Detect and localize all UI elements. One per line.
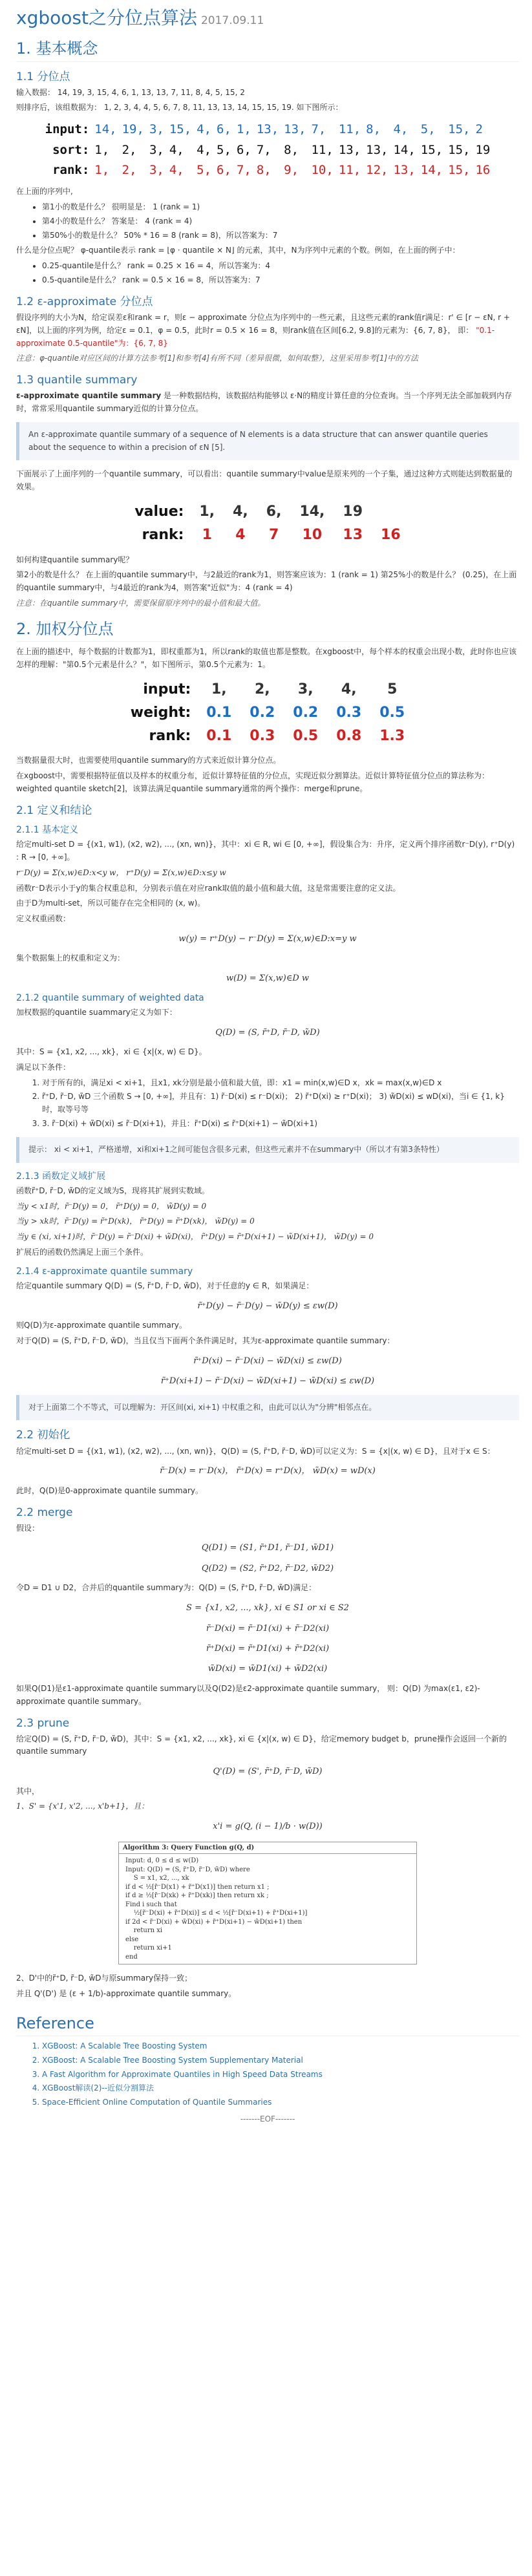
- summary-desc: 是一种数据结构，该数据结构能够以 ε·N的精度计算任意的分位查询。当一个序列无法全部加载到内存时，常常采用quantile summary近似的计算分位点。: [16, 391, 513, 414]
- reference-link[interactable]: 3. A Fast Algorithm for Approximate Quantiles in High Speed Data Streams: [42, 2069, 519, 2081]
- cell: 15,: [448, 162, 471, 177]
- cell: 2,: [122, 142, 137, 157]
- cell: 1,: [236, 122, 251, 137]
- eof-marker: -------EOF-------: [240, 2114, 295, 2124]
- algorithm-line: if d < ½[r̃⁻D(x1) + r̃⁺D(x1)] then return x1 ;: [125, 1883, 270, 1891]
- section-merge-heading: 2.2 merge: [16, 1506, 73, 1519]
- init-conclusion: 此时，Q(D)是0-approximate quantile summary。: [16, 1485, 204, 1495]
- cell: 4,: [197, 142, 212, 157]
- algorithm-line: Find i such that: [125, 1900, 177, 1908]
- weighted-intro: 在上面的描述中，每个数据的计数都为1，即权重都为1，所以rank的取值也都是整数。在xgboost中，每个样本的权重会出现小数，此时你也应该怎样的理解："第0.5个元素是什么？"，如下图所示，第0.5个元素为：1。: [16, 647, 517, 669]
- multiset-note: 由于D为multi-set，所以可能存在完全相同的 (x, w)。: [16, 899, 206, 908]
- conditions-intro: 满足以下条件：: [16, 1062, 71, 1072]
- summary-quote: An ε-approximate quantile summary of a sequence of N elements is a data structure that can answer quantile queries about the sequence to within a precision of εN [5].: [16, 422, 519, 461]
- cell: 13,: [338, 142, 361, 157]
- cell: 8,: [256, 162, 271, 177]
- section-2-1-1-heading: 2.1.1 基本定义: [16, 824, 79, 835]
- rank-row: [125, 524, 409, 547]
- cell: 11,: [338, 162, 361, 177]
- cell: 14,: [299, 504, 325, 520]
- algorithm-title: Algorithm 3: Query Function g(Q, d): [119, 1842, 416, 1855]
- row-label: value:: [134, 504, 184, 520]
- equation-merge-set: S = {x1, x2, ..., xk}, xi ∈ S1 or xi ∈ S2: [186, 1603, 349, 1613]
- cell: 2,: [254, 681, 270, 697]
- equation-iff-2: r̃⁺D(xi+1) − r̃⁻D(xi) − w̃D(xi+1) − w̃D(xi) ≤ εw(D): [160, 1376, 375, 1387]
- algorithm-line: S = x1, x2, ..., xk: [125, 1875, 189, 1882]
- cell: 2,: [122, 162, 137, 177]
- multiset-definition: 给定multi-set D = {(x1, w1), (x2, w2), ..., (xn, wn)}，其中：xi ∈ R, wi ∈ [0, +∞]，假设集合为：升序，定义两个排序函数r⁻D(y), r⁺D(y) : R → [0, +∞]。: [16, 840, 515, 862]
- section-1-1-heading: 1.1 分位点: [16, 70, 70, 83]
- section-1-heading: 1. 基本概念: [16, 39, 519, 61]
- reference-heading: Reference: [16, 2014, 519, 2036]
- cell: 10: [302, 527, 323, 544]
- rank-functions: r⁻D(y) = Σ(x,w)∈D:x<y w， r⁺D(y) = Σ(x,w)∈D:x≤y w: [16, 868, 226, 877]
- sort-row: [43, 140, 493, 160]
- summary-example-intro: 下面展示了上面序列的一个quantile summary，可以看出：quantile summary中value是原来列的一个子集，通过这种方式则能达到数据量的效果。: [16, 469, 513, 492]
- equation-prune-q: Q'(D) = (S', r̃⁺D, r̃⁻D, w̃D): [213, 1767, 323, 1777]
- sorted-data-text: 则排序后，该组数据为： 1, 2, 3, 4, 4, 5, 6, 7, 8, 11, 13, 13, 14, 15, 15, 19. 如下图所示：: [16, 103, 343, 112]
- cell: 3,: [149, 142, 164, 157]
- list-item: • 第50%小的数是什么？ 50% * 16 = 8 (rank = 8)，所以答案为：7: [42, 229, 519, 242]
- cell: 4,: [169, 162, 184, 177]
- build-summary-question: 如何构建quantile summary呢？: [16, 555, 134, 564]
- summary-term: ε-approximate quantile summary: [16, 391, 162, 401]
- quantile-examples-list: [16, 201, 519, 242]
- equation-q-d1: Q(D1) = (S1, r̃⁺D1, r̃⁻D1, w̃D1): [201, 1543, 334, 1553]
- rank-row: [43, 160, 493, 180]
- cell: 15,: [420, 142, 443, 157]
- value-rank-figure: [125, 500, 409, 548]
- algorithm-line: return xi: [125, 1927, 163, 1935]
- summary-set-def: 其中：S = {x1, x2, ..., xk}，xi ∈ {x|(x, w) ∈ D}。: [16, 1047, 207, 1057]
- section-2-1-2-heading: 2.1.2 quantile summary of weighted data: [16, 992, 204, 1003]
- strict-increase-tip: 提示： xi < xi+1，严格递增，xi和xi+1之间可能包含很多元素，但这些元素并不在summary中（所以才有第3条特性）: [16, 1137, 519, 1163]
- list-item: • 0.5-quantile是什么？ rank = 0.5 × 16 = 8，所以答案为：7: [42, 274, 519, 287]
- algorithm-line: end: [125, 1953, 138, 1961]
- eps-approx-definition: [16, 312, 519, 350]
- cell: 19,: [122, 122, 144, 137]
- input-data-text: 输入数据： 14, 19, 3, 15, 4, 6, 1, 13, 13, 7, 11, 8, 4, 5, 15, 2: [16, 87, 245, 97]
- eps-approx-text: 假设序列的大小为N，给定误差ε和rank = r，则ε − approximate 分位点为序列中的一些元素，且这些元素的rank值r满足：r' ∈ [r − εN, r + εN]，以上面的序列为例，给定ε = 0.1，φ = 0.5，此时r = 0.5 × 16 = 8，则rank值在区间[6.2, 9.8]的元素为：{6, 7, 8}， 即：: [16, 312, 510, 335]
- row-label: rank:: [52, 162, 90, 177]
- merge-definition: 令D = D1 ∪ D2，合并后的quantile summary为：Q(D) = (S, r̃⁺D, r̃⁻D, w̃D)满足：: [16, 1583, 317, 1593]
- section-2-1-4-heading: 2.1.4 ε-approximate quantile summary: [16, 1266, 193, 1277]
- cell: 10,: [311, 162, 334, 177]
- cell: 1,: [211, 681, 227, 697]
- cell: 15,: [169, 122, 192, 137]
- algorithm-line: if d ≥ ½[r̃⁻D(xk) + r̃⁺D(xk)] then return xk ;: [125, 1892, 269, 1900]
- cell: 0.5: [379, 704, 405, 721]
- equation-merge-rplus: r̃⁺D(xi) = r̃⁺D1(xi) + r̃⁺D2(xi): [206, 1644, 330, 1654]
- row-label: rank:: [149, 728, 191, 745]
- row-label: input:: [143, 681, 191, 697]
- section-2-heading: 2. 加权分位点: [16, 619, 519, 642]
- cell: 5: [387, 681, 398, 697]
- prune-conclusion: 并且 Q'(D') 是 (ε + 1/b)-approximate quantile summary。: [16, 1988, 237, 1998]
- prune-definition: 给定Q(D) = (S, r̃⁺D, r̃⁻D, w̃D)，其中：S = {x1, x2, ..., xk}, xi ∈ {x|(x, w) ∈ D}，给定memory budget b，prune操作会返回一个新的quantile summary: [16, 1734, 507, 1756]
- cell: 1,: [94, 142, 110, 157]
- cell: 3,: [149, 122, 164, 137]
- section-2-2-heading: 2.2 初始化: [16, 1429, 70, 1442]
- weight-row: [122, 701, 414, 725]
- section-1-3-heading: 1.3 quantile summary: [16, 374, 138, 387]
- value-row: [125, 500, 409, 524]
- domain-ext-note: 扩展后的函数仍然满足上面三个条件。: [16, 1247, 149, 1257]
- cell: 7,: [236, 162, 251, 177]
- equation-weight-sum: w(D) = Σ(x,w)∈D w: [226, 974, 310, 984]
- domain-ext-case-1: 当y < x1时，r̃⁻D(y) = 0， r̃⁺D(y) = 0， w̃D(y) = 0: [16, 1201, 207, 1211]
- cell: 0.1: [206, 728, 232, 745]
- eps-approx-note: 注意：φ-quantile对应区间的计算方法参考[1]和参考[4]有所不同（差异很微，如何取整），这里采用参考[1]中的方法: [16, 354, 419, 363]
- reference-link[interactable]: 1. XGBoost: A Scalable Tree Boosting System: [42, 2040, 519, 2053]
- rank-function-note: 函数r⁻D表示小于y的集合权重总和，分别表示值在对应rank取值的最小值和最大值，这是常需要注意的定义法。: [16, 883, 401, 893]
- list-item: 2. r̃⁺D, r̃⁻D, w̃D 三个函数 S → [0, +∞]，并且有：1) r̃⁻D(xi) ≤ r⁻D(xi)； 2) r̃⁺D(xi) ≥ r⁺D(xi)； 3) w̃D(xi) ≤ wD(xi)，当i ∈ {1, k}时，取等号等: [42, 1091, 519, 1116]
- input-row: [43, 120, 493, 140]
- row-label: rank:: [142, 527, 184, 544]
- row-label: weight:: [130, 704, 191, 721]
- cell: 11,: [338, 122, 361, 137]
- summary-minmax-note: 注意：在quantile summary中，需要保留原序列中的最小值和最大值。: [16, 599, 266, 608]
- domain-ext-case-3: 当y ∈ (xi, xi+1)时，r̃⁻D(y) = r̃⁻D(xi) + w̃D(xi)， r̃⁺D(y) = r̃⁺D(xi+1) − w̃D(xi+1)， w̃D(y) = 0: [16, 1232, 374, 1242]
- list-item: 3. 3. r̃⁻D(xi) + w̃D(xi) ≤ r̃⁻D(xi+1)，并且：r̃⁺D(xi) ≤ r̃⁺D(xi+1) − w̃D(xi+1): [42, 1118, 519, 1131]
- cell: 15,: [448, 142, 471, 157]
- page-title: [16, 6, 519, 30]
- cell: 3,: [297, 681, 314, 697]
- equation-merge-w: w̃D(xi) = w̃D1(xi) + w̃D2(xi): [207, 1664, 328, 1674]
- sort-rank-figure: [43, 120, 493, 180]
- cell: 14,: [94, 122, 117, 137]
- cell: 1.3: [379, 728, 405, 745]
- input-row: [122, 678, 414, 701]
- cell: 12,: [366, 162, 388, 177]
- reference-link[interactable]: 4. XGBoost解读(2)--近似分割算法: [42, 2082, 519, 2095]
- cell: 13,: [284, 122, 306, 137]
- cell: 19: [475, 142, 491, 157]
- section-prune-heading: 2.3 prune: [16, 1716, 70, 1730]
- algorithm-line: return xi+1: [125, 1944, 172, 1952]
- phi-quantile-list: [16, 260, 519, 287]
- reference-list: [16, 2040, 519, 2109]
- cell: 6,: [236, 142, 251, 157]
- list-item: • 第1小的数是什么？ 很明显是： 1 (rank = 1): [42, 201, 519, 214]
- cell: 6,: [217, 122, 231, 137]
- cell: 8,: [366, 122, 381, 137]
- cell: 3,: [149, 162, 164, 177]
- equation-q-d2: Q(D2) = (S2, r̃⁺D2, r̃⁻D2, w̃D2): [201, 1563, 334, 1573]
- conditions-list: [16, 1077, 519, 1131]
- eps-summary-intro: 给定quantile summary Q(D) = (S, r̃⁺D, r̃⁻D, w̃D)，对于任意的y ∈ R，如果满足：: [16, 1281, 314, 1290]
- prune-where: 其中，: [16, 1786, 40, 1796]
- cell: 16: [381, 527, 401, 544]
- reference-link[interactable]: 5. Space-Efficient Online Computation of Quantile Summaries: [42, 2096, 519, 2109]
- merge-assume: 假设：: [16, 1523, 40, 1533]
- reference-section: [16, 2014, 519, 2126]
- weighted-p3: 在xgboost中，需要根据特征值以及样本的权重分布，近似计算特征值的分位点，实现近似分割算法。近似计算特征值分位点的算法称为：weighted quantile sketch[2]，该算法满足quantile summary通常的两个操作：merge和prune。: [16, 771, 489, 794]
- cell: 1,: [94, 162, 110, 177]
- row-label: input:: [45, 122, 90, 137]
- eps-summary-conclusion: 则Q(D)为ε-approximate quantile summary。: [16, 1321, 187, 1330]
- weighted-figure: [122, 678, 414, 749]
- equation-eps-condition: r̃⁺D(y) − r̃⁻D(y) − w̃D(y) ≤ εw(D): [197, 1301, 338, 1311]
- cell: 14,: [393, 142, 416, 157]
- cell: 19: [343, 504, 363, 520]
- eps-approx-result: "0.1-approximate 0.5-quantile"为：{6, 7, 8}: [16, 325, 495, 348]
- second-inequality-tip: 对于上面第二个不等式，可以理解为：开区间(xi, xi+1) 中权重之和，由此可以认为"分辨"相邻点在。: [16, 1395, 519, 1421]
- section-1-2-heading: 1.2 ε-approximate 分位点: [16, 295, 153, 308]
- prune-step-1: 1、S' = {x'1, x'2, ..., x'b+1}，且：: [16, 1802, 149, 1811]
- cell: 0.2: [293, 704, 319, 721]
- cell: 6,: [266, 504, 282, 520]
- cell: 13,: [393, 162, 416, 177]
- cell: 5,: [217, 142, 231, 157]
- post-date: 2017.09.11: [200, 14, 264, 27]
- cell: 4,: [233, 504, 248, 520]
- cell: 0.1: [206, 704, 232, 721]
- algorithm-line: Input: Q(D) = (S, r̃⁺D, r̃⁻D, w̃D) where: [125, 1866, 250, 1873]
- algorithm-box: [118, 1842, 417, 1965]
- weighted-p2: 当数据量很大时，也需要使用quantile summary的方式来近似计算分位点。: [16, 756, 281, 765]
- cell: 13,: [366, 142, 388, 157]
- section-2-1-heading: 2.1 定义和结论: [16, 804, 92, 817]
- rank-row: [122, 725, 414, 748]
- init-definition: 给定multi-set D = {(x1, w1), (x2, w2), ..., (xn, wn)}，Q(D) = (S, r̃⁺D, r̃⁻D, w̃D)可以定义为：S = {x|(x, w) ∈ D}，且对于x ∈ S：: [16, 1446, 495, 1456]
- cell: 4,: [197, 122, 212, 137]
- cell: 1: [202, 527, 212, 544]
- equation-weight-function: w(y) = r⁺D(y) − r⁻D(y) = Σ(x,w)∈D:x=y w: [178, 933, 357, 944]
- quantile-definition: 什么是分位点呢？ φ-quantile表示 rank = ⌊φ · quantile × N⌋ 的元素，其中，N为序列中元素的个数。例如，在上面的例子中：: [16, 246, 460, 255]
- algorithm-line: ½[r̃⁻D(xi) + r̃⁺D(xi)] ≤ d < ½[r̃⁻D(xi+1) + r̃⁺D(xi+1)]: [125, 1910, 308, 1917]
- cell: 4: [235, 527, 246, 544]
- domain-ext-case-2: 当y > xk时，r̃⁻D(y) = r̃⁺D(xk)， r̃⁺D(y) = r̃⁺D(xk)， w̃D(y) = 0: [16, 1217, 255, 1226]
- equation-prune-query: x'i = g(Q, (i − 1)/b · w(D)): [213, 1822, 323, 1832]
- algorithm-line: Input: d, 0 ≤ d ≤ w(D): [125, 1857, 199, 1865]
- reference-link[interactable]: 2. XGBoost: A Scalable Tree Boosting System Supplementary Material: [42, 2054, 519, 2067]
- cell: 5,: [197, 162, 212, 177]
- cell: 13: [343, 527, 363, 544]
- cell: 0.5: [293, 728, 319, 745]
- algorithm-line: if 2d < r̃⁻D(xi) + w̃D(xi) + r̃⁺D(xi+1) − w̃D(xi+1) then: [125, 1918, 303, 1926]
- summary-query-example: 第2小的数是什么？ 在上面的quantile summary中，与2最近的rank为1，则答案应该为：1 (rank = 1) 第25%小的数是什么？ (0.25)，在上面的quantile summary中，与4最近的rank为4，则答案"近似"为：4 (rank = 4): [16, 570, 517, 593]
- list-item: • 0.25-quantile是什么？ rank = 0.25 × 16 = 4，所以答案为：4: [42, 260, 519, 273]
- cell: 5,: [420, 122, 436, 137]
- weight-sum-intro: 集个数据集上的权重和定义为：: [16, 953, 125, 963]
- cell: 9,: [284, 162, 299, 177]
- algorithm-line: else: [125, 1935, 139, 1943]
- cell: 1,: [199, 504, 215, 520]
- weight-function-intro: 定义权重函数：: [16, 914, 71, 924]
- equation-iff-1: r̃⁺D(xi) − r̃⁻D(xi) − w̃D(xi) ≤ εw(D): [193, 1356, 342, 1366]
- domain-ext-intro: 函数r̃⁺D, r̃⁻D, w̃D的定义域为S，现将其扩展到实数域。: [16, 1186, 209, 1195]
- cell: 8,: [284, 142, 299, 157]
- cell: 4,: [169, 142, 184, 157]
- prune-step-2: 2、D'中的r̃⁺D, r̃⁻D, w̃D与原summary保持一致；: [16, 1974, 193, 1983]
- list-item: 1. 对于所有的i，满足xi < xi+1，且x1, xk分别是最小值和最大值，即：x1 = min(x,w)∈D x，xk = max(x,w)∈D x: [42, 1077, 519, 1090]
- cell: 4,: [341, 681, 357, 697]
- section-2-1-3-heading: 2.1.3 函数定义域扩展: [16, 1171, 106, 1182]
- equation-init: r̃⁻D(x) = r⁻D(x)， r̃⁺D(x) = r⁺D(x)， w̃D(x) = wD(x): [160, 1466, 376, 1476]
- list-item: • 第4小的数是什么？ 答案是： 4 (rank = 4): [42, 215, 519, 228]
- cell: 11,: [311, 142, 334, 157]
- sequence-note: 在上面的序列中,: [16, 187, 73, 197]
- weighted-summary-intro: 加权数据的quantile suammary定义为如下：: [16, 1007, 177, 1017]
- cell: 0.3: [336, 704, 362, 721]
- cell: 2: [475, 122, 483, 137]
- cell: 15,: [448, 122, 471, 137]
- cell: 0.8: [336, 728, 362, 745]
- cell: 7,: [256, 142, 271, 157]
- title-text: xgboost之分位点算法: [16, 7, 197, 28]
- eps-summary-iff: 对于Q(D) = (S, r̃⁺D, r̃⁻D, w̃D)，当且仅当下面两个条件满足时，其为ε-approximate quantile summary：: [16, 1336, 395, 1345]
- cell: 4,: [393, 122, 409, 137]
- cell: 0.3: [250, 728, 275, 745]
- algorithm-body: [119, 1854, 416, 1964]
- equation-summary: Q(D) = (S, r̃⁺D, r̃⁻D, w̃D): [215, 1027, 320, 1038]
- row-label: sort:: [52, 142, 90, 157]
- cell: 0.2: [250, 704, 275, 721]
- summary-definition: [16, 390, 519, 416]
- equation-merge-rminus: r̃⁻D(xi) = r̃⁻D1(xi) + r̃⁻D2(xi): [206, 1623, 330, 1634]
- cell: 7,: [311, 122, 326, 137]
- cell: 13,: [256, 122, 279, 137]
- merge-conclusion: 如果Q(D1)是ε1-approximate quantile summary以及Q(D2)是ε2-approximate quantile summary， 则：Q(D) 为max(ε1, ε2)-approximate quantile summary。: [16, 1683, 480, 1706]
- cell: 6,: [217, 162, 231, 177]
- cell: 7: [268, 527, 279, 544]
- cell: 16: [475, 162, 491, 177]
- cell: 14,: [420, 162, 443, 177]
